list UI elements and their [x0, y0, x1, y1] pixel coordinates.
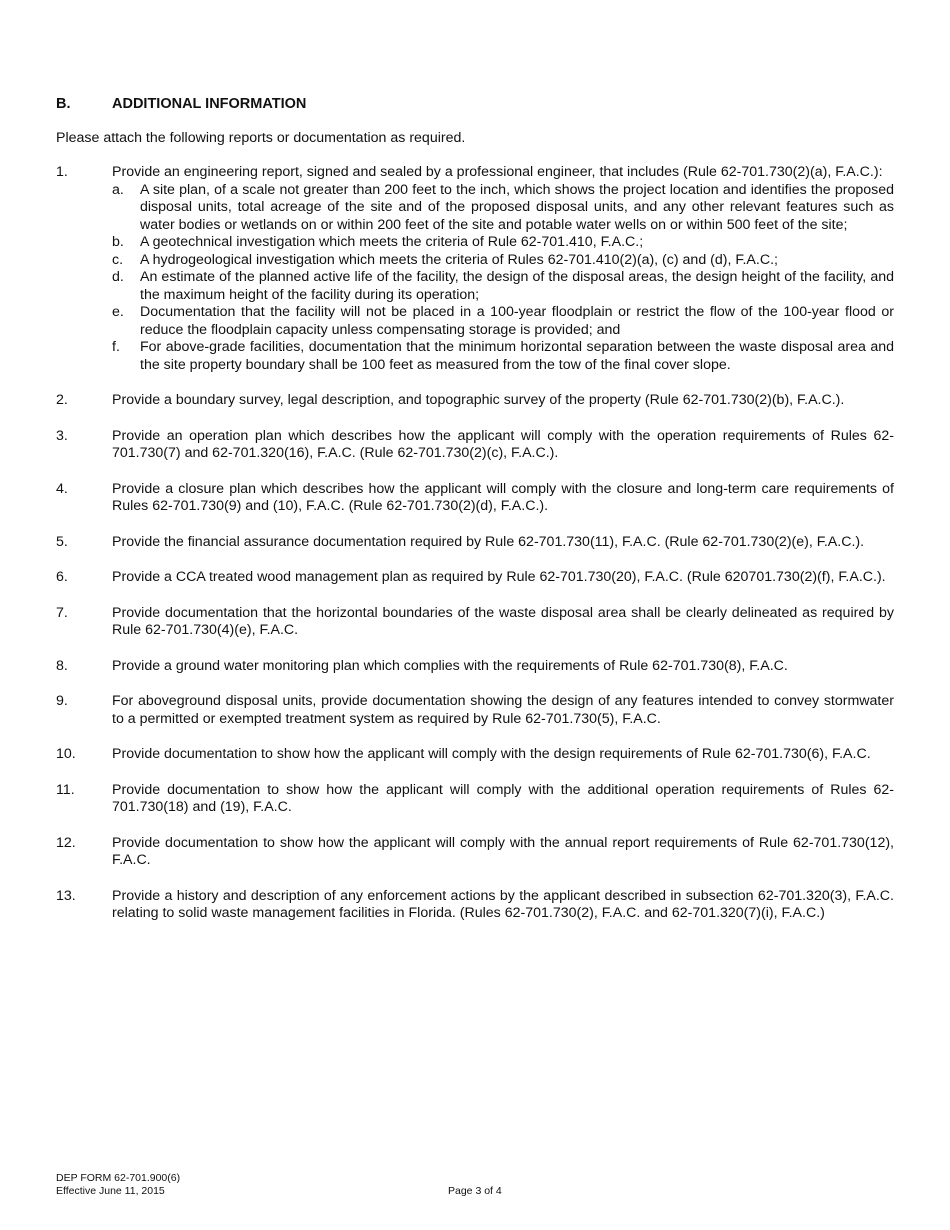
sub-item-label: e. — [112, 304, 124, 320]
item-body — [112, 569, 894, 587]
sub-item-label: b. — [112, 234, 124, 250]
item-text: Provide documentation to show how the applicant will comply with the annual report requirements of Rule 62-701.730(12), F.A.C. — [112, 834, 894, 868]
list-item — [56, 428, 894, 463]
item-text: Provide the financial assurance documentation required by Rule 62-701.730(11), F.A.C. (Rule 62-701.730(2)(e), F.A.C.). — [112, 533, 865, 550]
section-title: ADDITIONAL INFORMATION — [112, 96, 307, 112]
item-number: 10. — [56, 746, 76, 762]
item-text: Provide a ground water monitoring plan which complies with the requirements of Rule 62-701.730(8), F.A.C. — [112, 657, 788, 674]
sub-item-text: A geotechnical investigation which meets the criteria of Rule 62-701.410, F.A.C.; — [140, 234, 644, 250]
sub-item — [112, 182, 894, 235]
item-body — [112, 605, 894, 640]
item-number: 2. — [56, 392, 68, 408]
item-text: Provide a history and description of any enforcement actions by the applicant described in subsection 62-701.320(3), F.A.C. relating to solid waste management facilities in Florida. (Rules 62-701.730(2), F.A.C. and 62-701.320(7)(i), F.A.C.) — [112, 887, 894, 921]
list-item — [56, 693, 894, 728]
list-item — [56, 746, 894, 764]
item-text: Provide documentation to show how the applicant will comply with the additional operation requirements of Rules 62-701.730(18) and (19), F.A.C. — [112, 781, 894, 815]
item-body — [112, 782, 894, 817]
item-text: Provide a boundary survey, legal description, and topographic survey of the property (Rule 62-701.730(2)(b), F.A.C.). — [112, 392, 845, 408]
item-number: 13. — [56, 887, 76, 904]
item-number: 7. — [56, 604, 68, 621]
sub-item-label: f. — [112, 339, 120, 355]
item-number: 9. — [56, 693, 68, 709]
form-footer — [56, 1172, 180, 1197]
list-item — [56, 605, 894, 640]
item-number: 1. — [56, 164, 68, 180]
item-body — [112, 164, 894, 374]
list-item — [56, 534, 894, 552]
item-body — [112, 481, 894, 516]
item-body — [112, 888, 894, 923]
item-number: 6. — [56, 569, 68, 585]
sub-item — [112, 252, 894, 270]
sub-item — [112, 304, 894, 339]
item-number: 3. — [56, 427, 68, 444]
item-text: Provide documentation that the horizontal boundaries of the waste disposal area shall be clearly delineated as required by Rule 62-701.730(4)(e), F.A.C. — [112, 604, 894, 638]
sub-item-text: A site plan, of a scale not greater than 200 feet to the inch, which shows the project location and identifies the proposed disposal units, total acreage of the site and of the proposed disposal units, and any other relevant features such as water bodies or wetlands on or within 200 feet of the site and potable water wells on or within 500 feet of the site; — [140, 181, 894, 233]
sub-item-text: An estimate of the planned active life of the facility, the design of the disposal areas, the design height of the facility, and the maximum height of the facility during its operation; — [140, 269, 894, 303]
section-heading — [56, 96, 894, 114]
item-number: 11. — [56, 781, 75, 798]
sub-item — [112, 234, 894, 252]
list-item — [56, 481, 894, 516]
list-item — [56, 164, 894, 374]
sub-item-label: c. — [112, 251, 124, 268]
list-item — [56, 392, 894, 410]
list-item — [56, 569, 894, 587]
item-body — [112, 392, 894, 410]
item-text: Provide an operation plan which describes how the applicant will comply with the operation requirements of Rules 62-701.730(7) and 62-701.320(16), F.A.C. (Rule 62-701.730(2)(c), F.A.C.). — [112, 427, 894, 461]
list-item — [56, 782, 894, 817]
requirements-list — [56, 164, 894, 923]
form-number: DEP FORM 62-701.900(6) — [56, 1172, 181, 1184]
item-text: Provide an engineering report, signed and sealed by a professional engineer, that includes (Rule 62-701.730(2)(a), F.A.C.): — [112, 164, 883, 180]
item-number: 5. — [56, 533, 68, 550]
sub-item-label: a. — [112, 181, 124, 198]
item-body — [112, 835, 894, 870]
effective-date: Effective June 11, 2015 — [56, 1184, 165, 1197]
item-text: Provide documentation to show how the applicant will comply with the design requirements of Rule 62-701.730(6), F.A.C. — [112, 746, 871, 762]
sub-item-text: A hydrogeological investigation which meets the criteria of Rules 62-701.410(2)(a), (c) and (d), F.A.C.; — [140, 251, 778, 268]
list-item — [56, 835, 894, 870]
intro-text: Please attach the following reports or documentation as required. — [56, 129, 466, 146]
item-body — [112, 534, 894, 552]
item-text: Provide a closure plan which describes how the applicant will comply with the closure and long-term care requirements of Rules 62-701.730(9) and (10), F.A.C. (Rule 62-701.730(2)(d), F.A.C.). — [112, 480, 894, 514]
sub-item — [112, 269, 894, 304]
item-number: 4. — [56, 480, 68, 497]
item-body — [112, 746, 894, 764]
item-body — [112, 693, 894, 728]
item-number: 12. — [56, 834, 76, 851]
item-text: For aboveground disposal units, provide documentation showing the design of any features intended to convey stormwater to a permitted or exempted treatment system as required by Rule 62-701.730(5), F.A.C. — [112, 693, 894, 727]
sub-item-label: d. — [112, 269, 124, 285]
sub-item — [112, 339, 894, 374]
page-number: Page 3 of 4 — [448, 1185, 502, 1197]
item-text: Provide a CCA treated wood management plan as required by Rule 62-701.730(20), F.A.C. (Rule 620701.730(2)(f), F.A.C.). — [112, 569, 886, 585]
document-page — [56, 96, 894, 941]
item-body — [112, 428, 894, 463]
sub-item-text: For above-grade facilities, documentation that the minimum horizontal separation between the waste disposal area and the site property boundary shall be 100 feet as measured from the tow of the final cover slope. — [140, 339, 894, 373]
item-number: 8. — [56, 657, 68, 674]
list-item — [56, 888, 894, 923]
item-body — [112, 658, 894, 676]
section-letter: B. — [56, 96, 71, 112]
sub-item-text: Documentation that the facility will not be placed in a 100-year floodplain or restrict the flow of the 100-year flood or reduce the floodplain capacity unless compensating storage is provided; and — [140, 304, 894, 338]
sub-list — [112, 182, 894, 375]
list-item — [56, 658, 894, 676]
